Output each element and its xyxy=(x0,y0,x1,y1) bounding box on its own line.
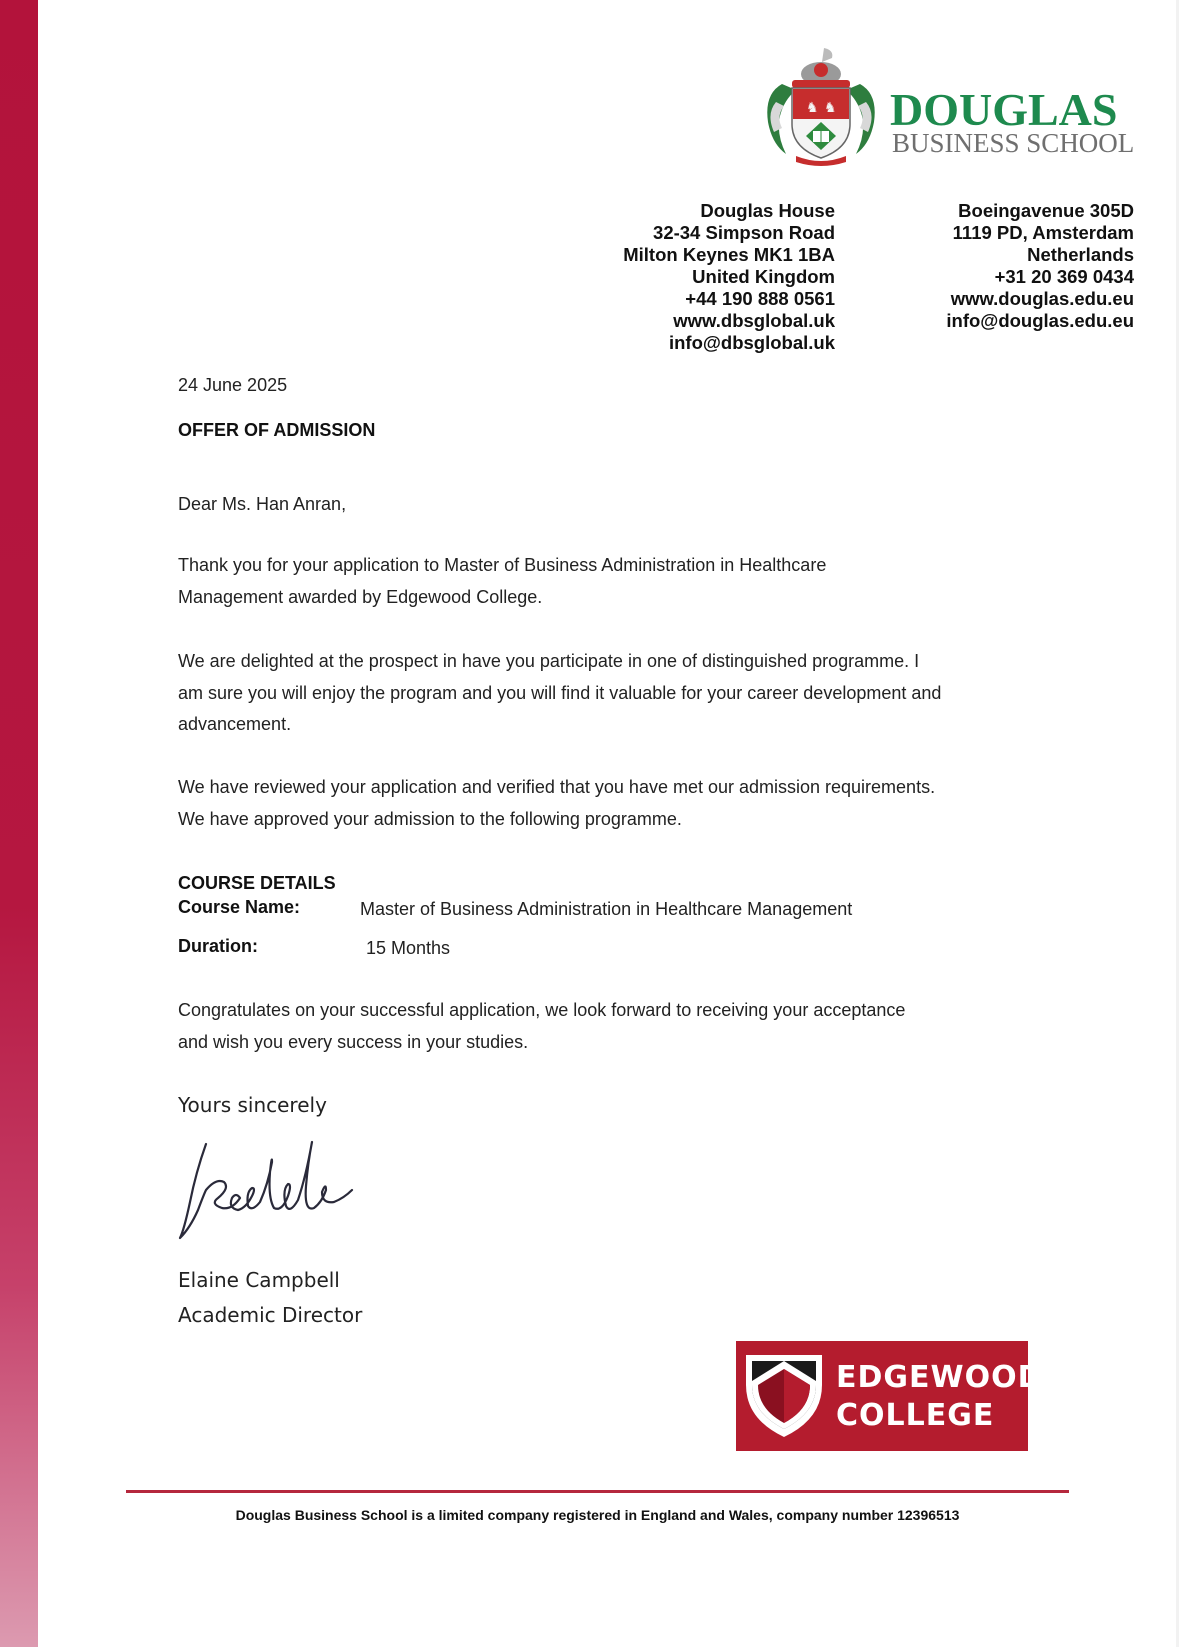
address-line: Boeingavenue 305D xyxy=(958,200,1134,221)
course-details-heading: COURSE DETAILS xyxy=(178,873,336,893)
course-name-label: Course Name: xyxy=(178,897,301,917)
phone-uk: +44 190 888 0561 xyxy=(685,288,835,309)
footer-text: Douglas Business School is a limited company registered in England and Wales, company number 12396513 xyxy=(235,1507,960,1523)
closing: Yours sincerely xyxy=(178,1093,327,1117)
paragraph-line: am sure you will enjoy the program and you will find it valuable for your career development and xyxy=(178,683,942,703)
letter-date: 24 June 2025 xyxy=(178,375,288,395)
signatory-title: Academic Director xyxy=(178,1303,363,1327)
paragraph-line: and wish you every success in your studies. xyxy=(178,1032,529,1052)
footer-divider xyxy=(126,1490,1069,1493)
letter-subject: OFFER OF ADMISSION xyxy=(178,420,376,440)
edgewood-shield-icon xyxy=(740,1351,828,1441)
paragraph-line: Thank you for your application to Master of Business Administration in Healthcare xyxy=(178,555,827,575)
address-nl xyxy=(880,200,1134,332)
brand-subtitle: BUSINESS SCHOOL xyxy=(892,128,1135,158)
edgewood-line1: EDGEWOOD xyxy=(836,1360,1044,1395)
address-line: Douglas House xyxy=(700,200,835,221)
paragraph-line: We have approved your admission to the following programme. xyxy=(178,809,682,829)
paragraph-line: We have reviewed your application and verified that you have met our admission requirements. xyxy=(178,777,936,797)
address-line: United Kingdom xyxy=(692,266,835,287)
handwritten-signature xyxy=(176,1132,366,1244)
address-line: 32-34 Simpson Road xyxy=(653,222,835,243)
douglas-crest-icon xyxy=(762,44,880,168)
address-line: Milton Keynes MK1 1BA xyxy=(623,244,835,265)
paragraph-line: Congratulates on your successful application, we look forward to receiving your acceptance xyxy=(178,1000,906,1020)
red-side-bar xyxy=(0,0,38,1647)
email-uk: info@dbsglobal.uk xyxy=(668,332,835,353)
brand-name: DOUGLAS xyxy=(890,84,1118,135)
phone-nl: +31 20 369 0434 xyxy=(994,266,1134,287)
paragraph-line: We are delighted at the prospect in have you participate in one of distinguished programme. I xyxy=(178,651,920,671)
edgewood-line2: COLLEGE xyxy=(836,1398,995,1433)
address-uk xyxy=(560,200,835,354)
signatory-name: Elaine Campbell xyxy=(178,1268,340,1292)
svg-text:♞: ♞ xyxy=(806,100,819,116)
website-uk: www.dbsglobal.uk xyxy=(673,310,835,331)
paragraph-line: advancement. xyxy=(178,714,292,734)
email-nl: info@douglas.edu.eu xyxy=(946,310,1134,331)
website-nl: www.douglas.edu.eu xyxy=(950,288,1134,309)
duration-value: 15 Months xyxy=(366,938,451,958)
course-name-value: Master of Business Administration in Healthcare Management xyxy=(360,899,853,919)
svg-text:♞: ♞ xyxy=(824,100,837,116)
salutation: Dear Ms. Han Anran, xyxy=(178,494,347,514)
address-line: Netherlands xyxy=(1027,244,1134,265)
address-line: 1119 PD, Amsterdam xyxy=(952,222,1134,243)
edgewood-college-logo xyxy=(736,1341,1044,1451)
duration-label: Duration: xyxy=(178,936,258,956)
paragraph-line: Management awarded by Edgewood College. xyxy=(178,587,543,607)
